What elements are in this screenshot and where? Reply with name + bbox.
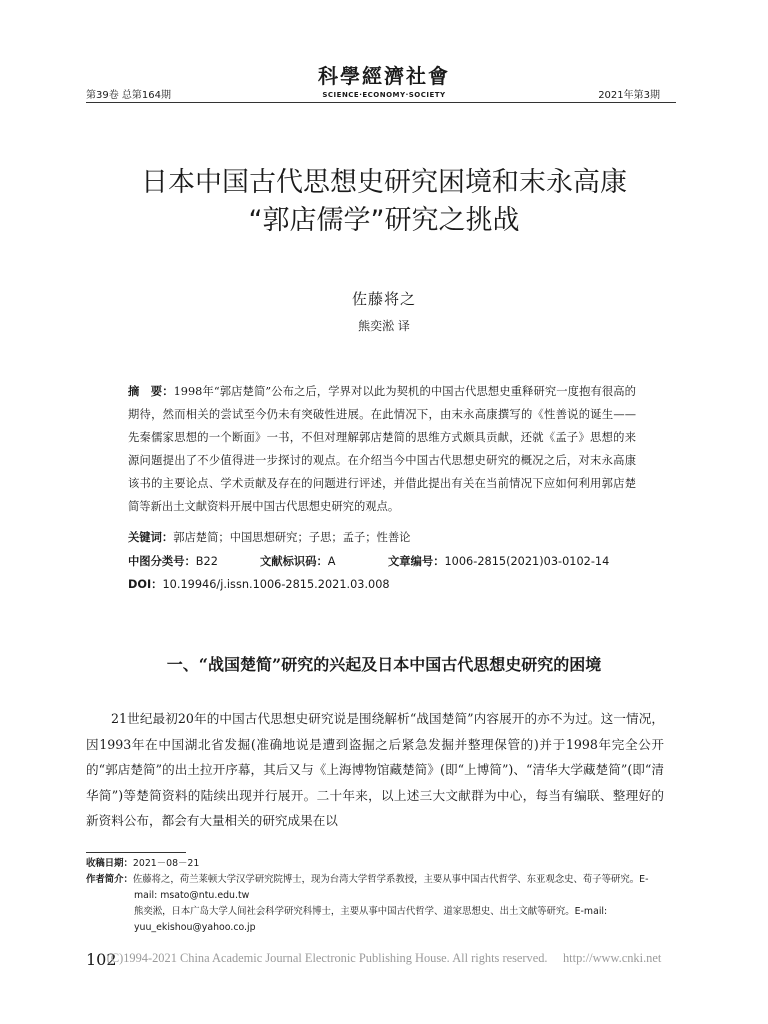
copyright-watermark: (C)1994-2021 China Academic Journal Electronic Publishing House. All rights reserved. http://www.cnki.net bbox=[106, 951, 662, 965]
keywords-text: 郭店楚简；中国思想研究；子思；孟子；性善论 bbox=[173, 531, 411, 544]
classification-line bbox=[128, 553, 638, 569]
body-paragraph-text: 21世纪最初20年的中国古代思想史研究说是围绕解析“战国楚简”内容展开的亦不为过。这一情况，因1993年在中国湖北省发掘(准确地说是遭到盗掘之后紧急发掘并整理保管的)并于1998年完全公开的“郭店楚简”的出土拉开序幕，其后又与《上海博物馆藏楚简》(即“上博简”)、“清华大学藏楚简”(即“清华简”)等楚简资料的陆续出现并行展开。二十年来，以上述三大文献群为中心，每当有编联、整理好的新资料公布，都会有大量相关的研究成果在以 bbox=[86, 711, 664, 828]
doc-code-label: 文献标识码： bbox=[260, 555, 328, 568]
received-label: 收稿日期： bbox=[86, 858, 133, 869]
journal-title-cn: 科學經濟社會 bbox=[318, 64, 450, 88]
author-bio-2: 熊奕淞，日本广岛大学人间社会科学研究科博士，主要从事中国古代哲学、道家思想史、出土文献等研究。E-mail: yuu_ekishou@yahoo.co.jp bbox=[134, 906, 608, 933]
author-bio-1-text: 佐藤将之，荷兰莱顿大学汉学研究院博士，现为台湾大学哲学系教授，主要从事中国古代哲学、东亚观念史、荀子等研究。E-mail: msato@ntu.edu.tw bbox=[132, 874, 649, 901]
received-date bbox=[86, 856, 666, 872]
keywords bbox=[128, 529, 410, 545]
article-title bbox=[0, 164, 768, 240]
title-line-1: 日本中国古代思想史研究困境和末永高康 bbox=[141, 167, 627, 198]
translator-name: 熊奕淞 译 bbox=[358, 319, 410, 333]
doc-code-value: A bbox=[327, 555, 336, 568]
author-bio-label: 作者简介： bbox=[86, 874, 133, 885]
footnotes bbox=[86, 856, 666, 936]
clc-label: 中图分类号： bbox=[128, 555, 196, 568]
received-value: 2021－08－21 bbox=[132, 858, 200, 869]
abstract-label: 摘 要： bbox=[128, 385, 174, 398]
header-divider bbox=[86, 102, 676, 103]
abstract bbox=[128, 380, 636, 518]
journal-title-en: SCIENCE·ECONOMY·SOCIETY bbox=[322, 91, 446, 99]
abstract-text: 1998年“郭店楚简”公布之后，学界对以此为契机的中国古代思想史重释研究一度抱有很高的期待，然而相关的尝试至今仍未有突破性进展。在此情况下，由末永高康撰写的《性善说的诞生——先秦儒家思想的一个断面》一书，不但对理解郭店楚简的思维方式颇具贡献，还就《孟子》思想的来源问题提出了不少值得进一步探讨的观点。在介绍当今中国古代思想史研究的概况之后，对末永高康该书的主要论点、学术贡献及存在的问题进行评述，并借此提出有关在当前情况下应如何利用郭店楚简等新出土文献资料开展中国古代思想史研究的观点。 bbox=[128, 385, 636, 513]
article-no-label: 文章编号： bbox=[388, 555, 445, 568]
title-line-2: “郭店儒学”研究之挑战 bbox=[248, 205, 520, 236]
issue-info: 2021年第3期 bbox=[598, 90, 660, 101]
clc-value: B22 bbox=[195, 555, 218, 568]
page-number: 102 bbox=[86, 950, 117, 969]
doi-label: DOI： bbox=[128, 578, 163, 591]
doi-line bbox=[128, 576, 390, 592]
volume-info: 第39卷 总第164期 bbox=[86, 90, 171, 101]
keywords-label: 关键词： bbox=[128, 531, 174, 544]
author-bio-1 bbox=[86, 872, 666, 904]
author-name: 佐藤将之 bbox=[351, 290, 416, 308]
footnote-divider bbox=[86, 852, 186, 853]
doi-value: 10.19946/j.issn.1006-2815.2021.03.008 bbox=[162, 578, 390, 591]
body-paragraph bbox=[86, 706, 664, 834]
section-heading: 一、“战国楚简”研究的兴起及日本中国古代思想史研究的困境 bbox=[166, 655, 602, 674]
article-no-value: 1006-2815(2021)03-0102-14 bbox=[444, 555, 610, 568]
